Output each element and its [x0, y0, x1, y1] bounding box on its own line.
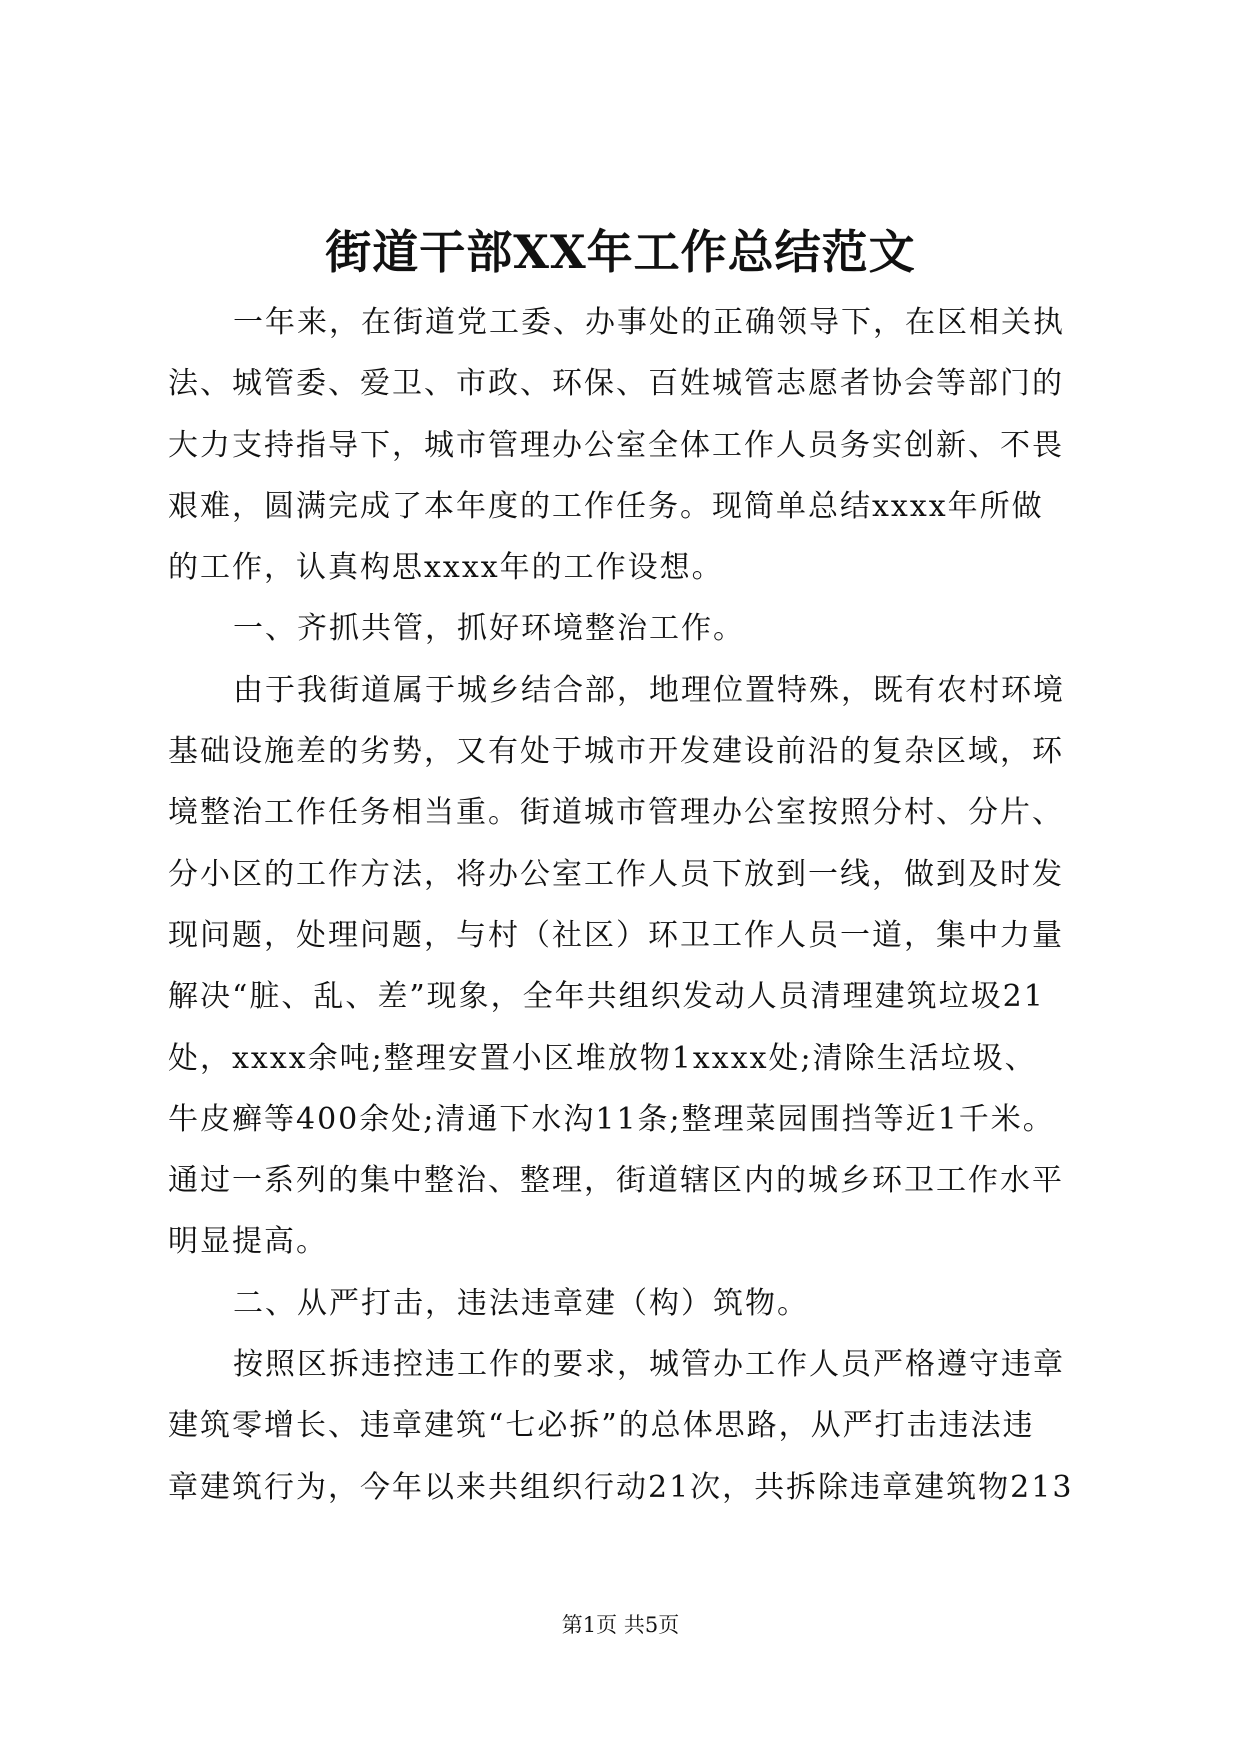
section-heading: 一、齐抓共管，抓好环境整治工作。: [233, 611, 745, 647]
paragraph-line: 大力支持指导下，城市管理办公室全体工作人员务实创新、不畏: [168, 427, 1064, 463]
paragraph-line: 的工作，认真构思xxxx年的工作设想。: [168, 550, 724, 586]
paragraph-line: 法、城管委、爱卫、市政、环保、百姓城管志愿者协会等部门的: [168, 366, 1064, 402]
paragraph-line: 处，xxxx余吨;整理安置小区堆放物1xxxx处;清除生活垃圾、: [168, 1040, 1037, 1076]
paragraph-line: 一年来，在街道党工委、办事处的正确领导下，在区相关执: [233, 305, 1065, 340]
paragraph-line: 由于我街道属于城乡结合部，地理位置特殊，既有农村环境: [233, 672, 1065, 708]
document-body: [168, 292, 1088, 1518]
section-heading: 二、从严打击，违法违章建（构）筑物。: [233, 1285, 809, 1321]
paragraph-line: 艰难，圆满完成了本年度的工作任务。现简单总结xxxx年所做: [168, 488, 1044, 524]
paragraph-line: 基础设施差的劣势，又有处于城市开发建设前沿的复杂区域，环: [168, 734, 1064, 770]
page-number: 第1页 共5页: [561, 1613, 680, 1637]
paragraph-line: 通过一系列的集中整治、整理，街道辖区内的城乡环卫工作水平: [168, 1163, 1064, 1199]
paragraph-line: 建筑零增长、违章建筑“七必拆”的总体思路，从严打击违法违: [168, 1408, 1035, 1444]
paragraph-line: 境整治工作任务相当重。街道城市管理办公室按照分村、分片、: [168, 795, 1064, 831]
document-title: 街道干部XX年工作总结范文: [325, 225, 916, 279]
paragraph-line: 按照区拆违控违工作的要求，城管办工作人员严格遵守违章: [233, 1347, 1065, 1383]
paragraph-line: 明显提高。: [168, 1224, 328, 1260]
paragraph-line: 解决“脏、乱、差”现象，全年共组织发动人员清理建筑垃圾21: [168, 979, 1045, 1015]
paragraph-line: 现问题，处理问题，与村（社区）环卫工作人员一道，集中力量: [168, 917, 1064, 953]
paragraph-line: 牛皮癣等400余处;清通下水沟11条;整理菜园围挡等近1千米。: [168, 1101, 1055, 1137]
paragraph-line: 分小区的工作方法，将办公室工作人员下放到一线，做到及时发: [168, 856, 1064, 892]
paragraph-line: 章建筑行为，今年以来共组织行动21次，共拆除违章建筑物213: [168, 1469, 1074, 1505]
